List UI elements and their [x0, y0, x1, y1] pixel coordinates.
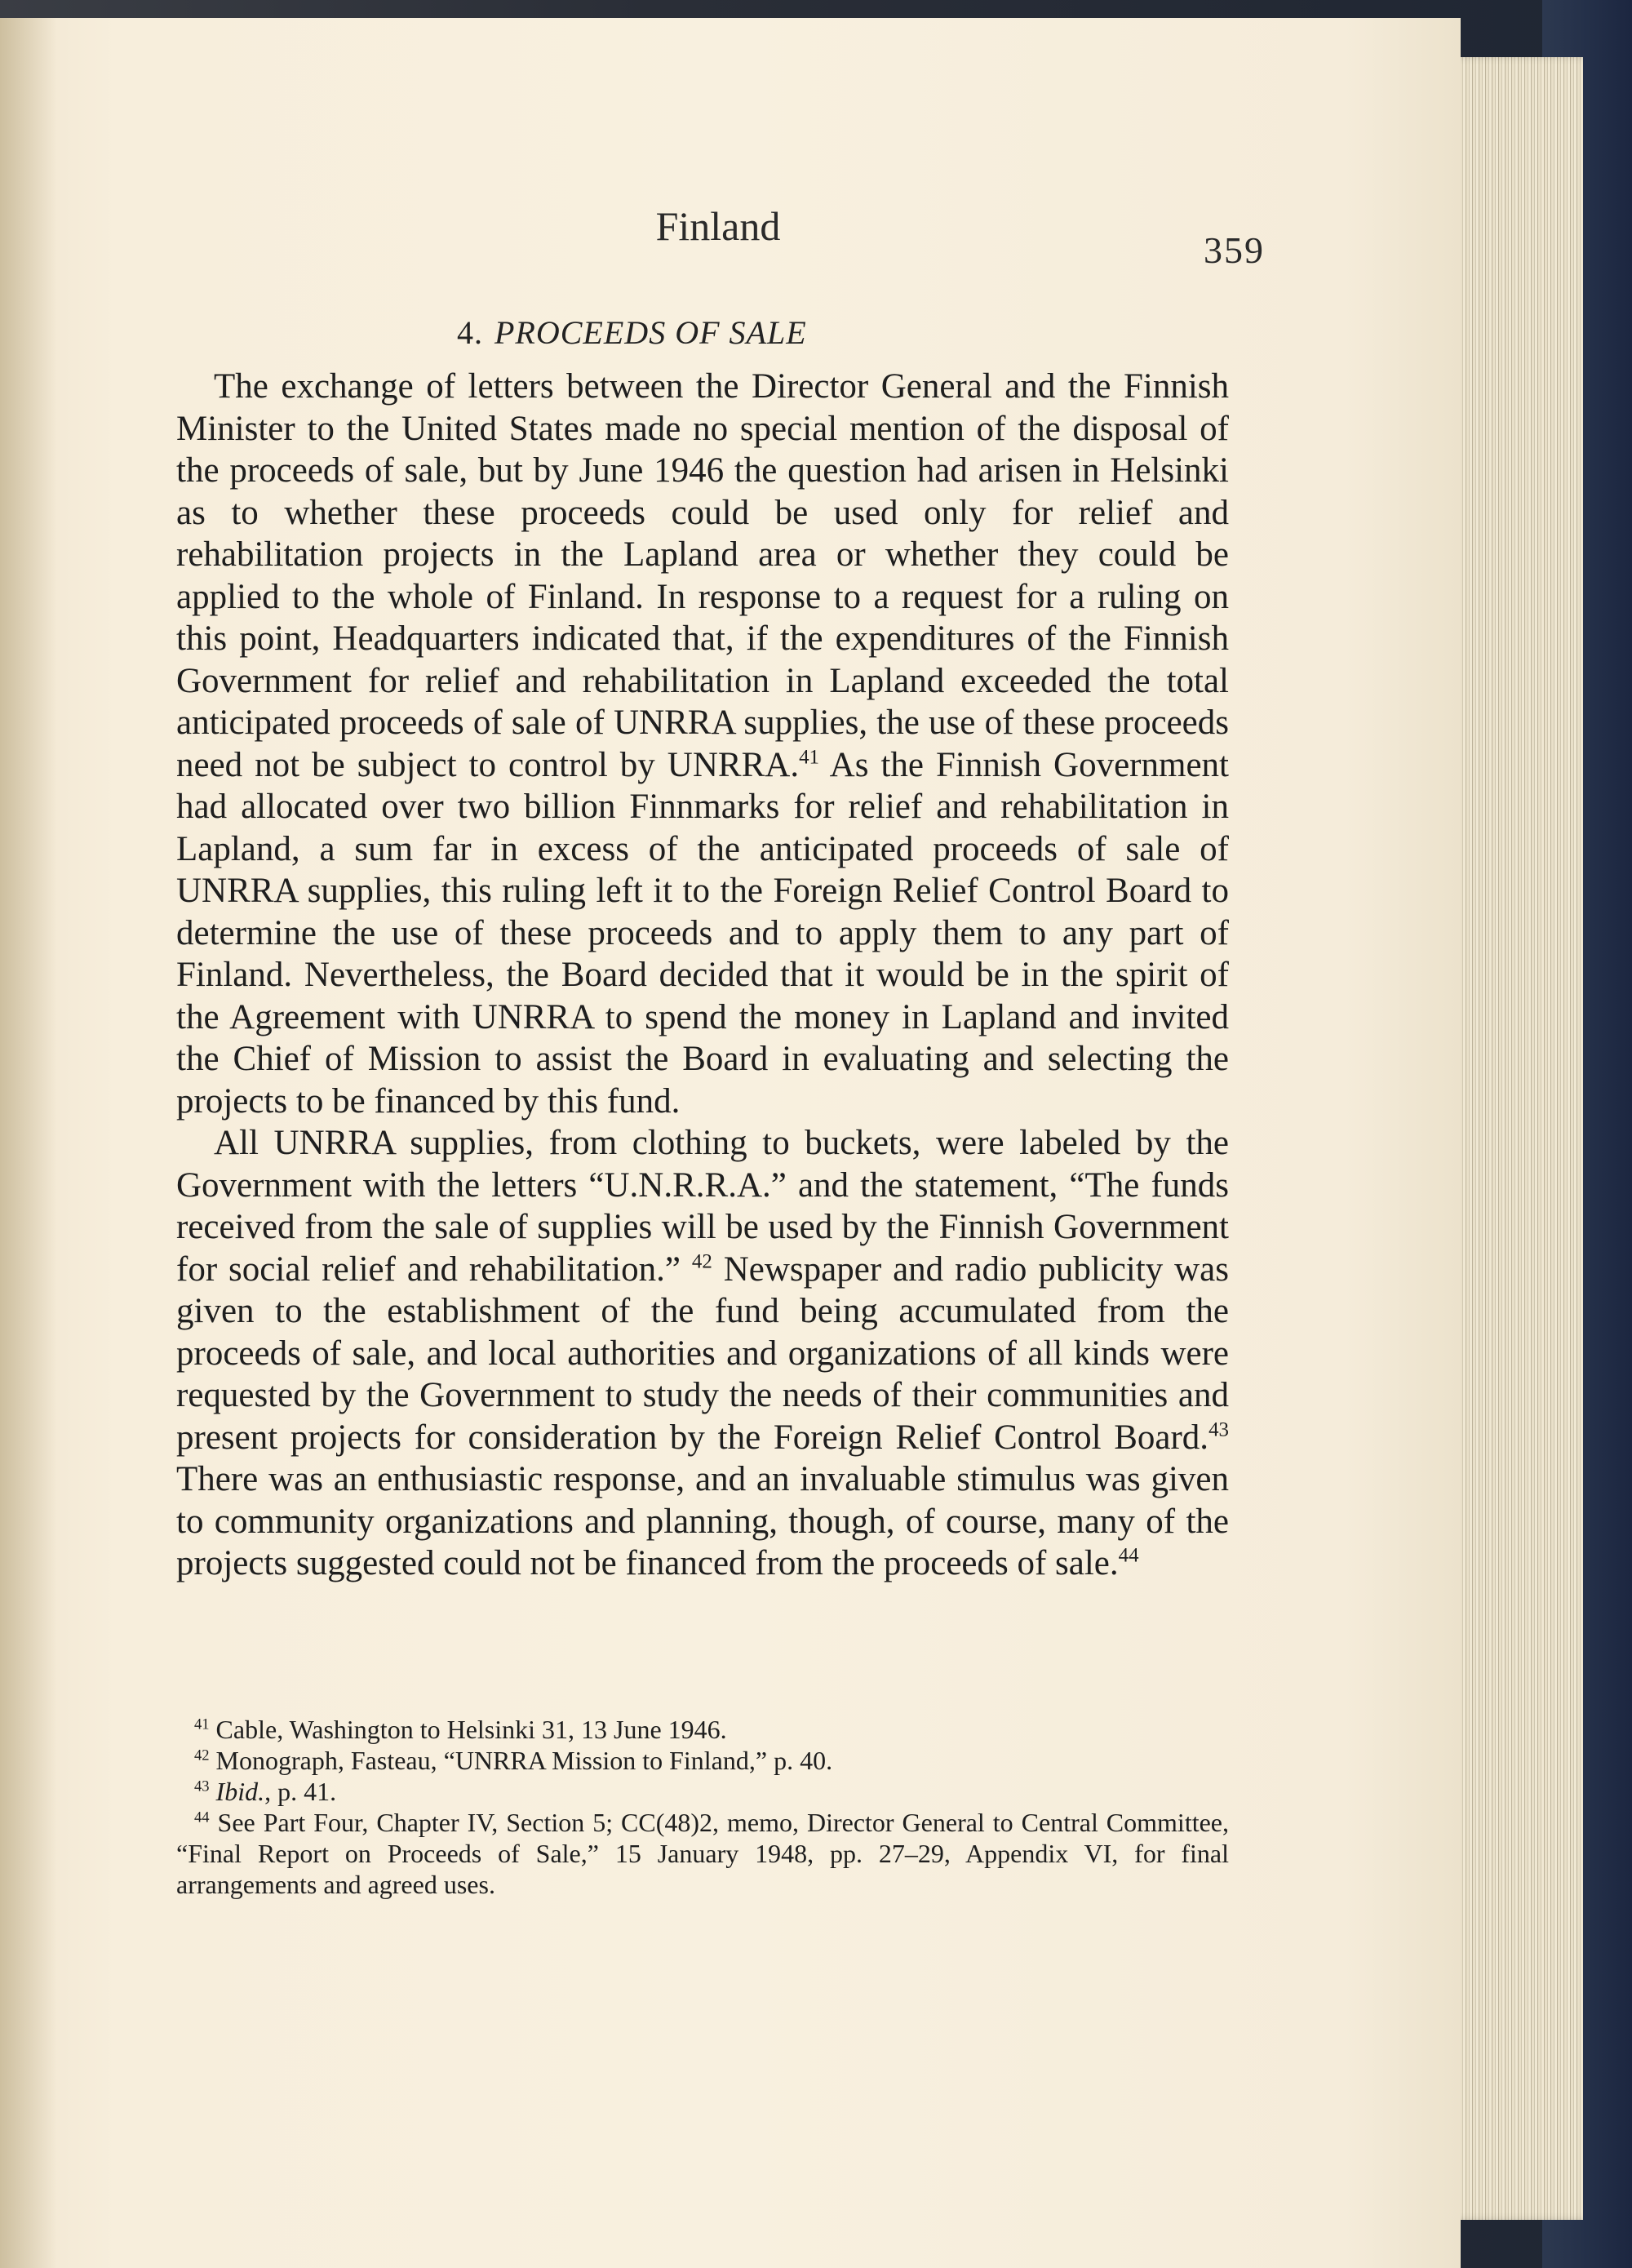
paragraph-text: The exchange of letters between the Director General and the Finnish Minister to the United States made no special mention of the disposal of the proceeds of sale, but by June 1946 the question had arisen in Helsinki as to whether these proceeds could be used only for relief and rehabilitation projects in the Lapland area or whether they could be applied to the whole of Finland. In response to a request for a ruling on this point, Headquarters indicated that, if the expenditures of the Finnish Government for relief and rehabilitation in Lapland exceeded the total anticipated proceeds of sale of UNRRA supplies, the use of these proceeds need not be subject to control by UNRRA. — [176, 367, 1229, 784]
footnote-text: See Part Four, Chapter IV, Section 5; CC(48)2, memo, Director General to Central Committee, “Final Report on Proceeds of Sale,” 15 January 1948, pp. 27–29, Appendix VI, for final arrangements and agreed uses. — [176, 1808, 1230, 1899]
running-head: Finland — [655, 203, 781, 249]
footnote — [176, 1807, 1229, 1900]
paragraph — [176, 366, 1229, 1122]
section-number: 4. — [457, 314, 483, 351]
footnote — [176, 1714, 1229, 1745]
footnote-text: Cable, Washington to Helsinki 31, 13 June 1946. — [215, 1715, 727, 1744]
footnote-text: Monograph, Fasteau, “UNRRA Mission to Finland,” p. 40. — [215, 1746, 833, 1775]
paragraph — [176, 1122, 1229, 1585]
paragraph-text: As the Finnish Government had allocated over two billion Finnmarks for relief and rehabilitation in Lapland, a sum far in excess of the anticipated proceeds of sale of UNRRA supplies, this ruling left it to the Foreign Relief Control Board to determine the use of these proceeds and to apply them to any part of Finland. Nevertheless, the Board decided that it would be in the spirit of the Agreement with UNRRA to spend the money in Lapland and invited the Chief of Mission to assist the Board in evaluating and selecting the projects to be financed by this fund. — [176, 745, 1229, 1121]
paragraph-text: All UNRRA supplies, from clothing to buckets, were labeled by the Government with the letters “U.N.R.R.A.” and the statement, “The funds received from the sale of supplies will be used by the Finnish Government for social relief and rehabilitation.” — [176, 1124, 1229, 1289]
footnote — [176, 1776, 1229, 1807]
footnote-number: 42 — [194, 1746, 210, 1764]
footnote-ref: 44 — [1118, 1544, 1139, 1567]
footnote-text: , p. 41. — [264, 1777, 337, 1806]
page-number: 359 — [1204, 229, 1265, 271]
section-title: PROCEEDS OF SALE — [494, 314, 807, 351]
footnote-number: 41 — [194, 1715, 210, 1733]
section-heading — [457, 314, 1012, 351]
gutter-shadow — [0, 18, 57, 2268]
footnotes — [176, 1714, 1229, 1900]
body-text — [176, 366, 1229, 1585]
paragraph-text: Newspaper and radio publicity was given to the establishment of the fund being accumulated from the proceeds of sale, and local authorities and organizations of all kinds were requested by the Government to study the needs of their communities and present projects for consideration by the Foreign Relief Control Board. — [176, 1249, 1229, 1457]
footnote-number: 43 — [194, 1778, 210, 1795]
paragraph-text: There was an enthusiastic response, and an invaluable stimulus was given to community organizations and planning, though, of course, many of the projects suggested could not be financed from the proceeds of sale. — [176, 1460, 1229, 1582]
footnote-ibid: Ibid. — [215, 1777, 265, 1806]
footnote-ref: 43 — [1208, 1418, 1229, 1441]
footnote-ref: 42 — [691, 1250, 712, 1273]
footnote-number: 44 — [194, 1809, 210, 1826]
page-edges — [1440, 57, 1583, 2220]
footnote-ref: 41 — [799, 746, 820, 769]
footnote — [176, 1745, 1229, 1776]
